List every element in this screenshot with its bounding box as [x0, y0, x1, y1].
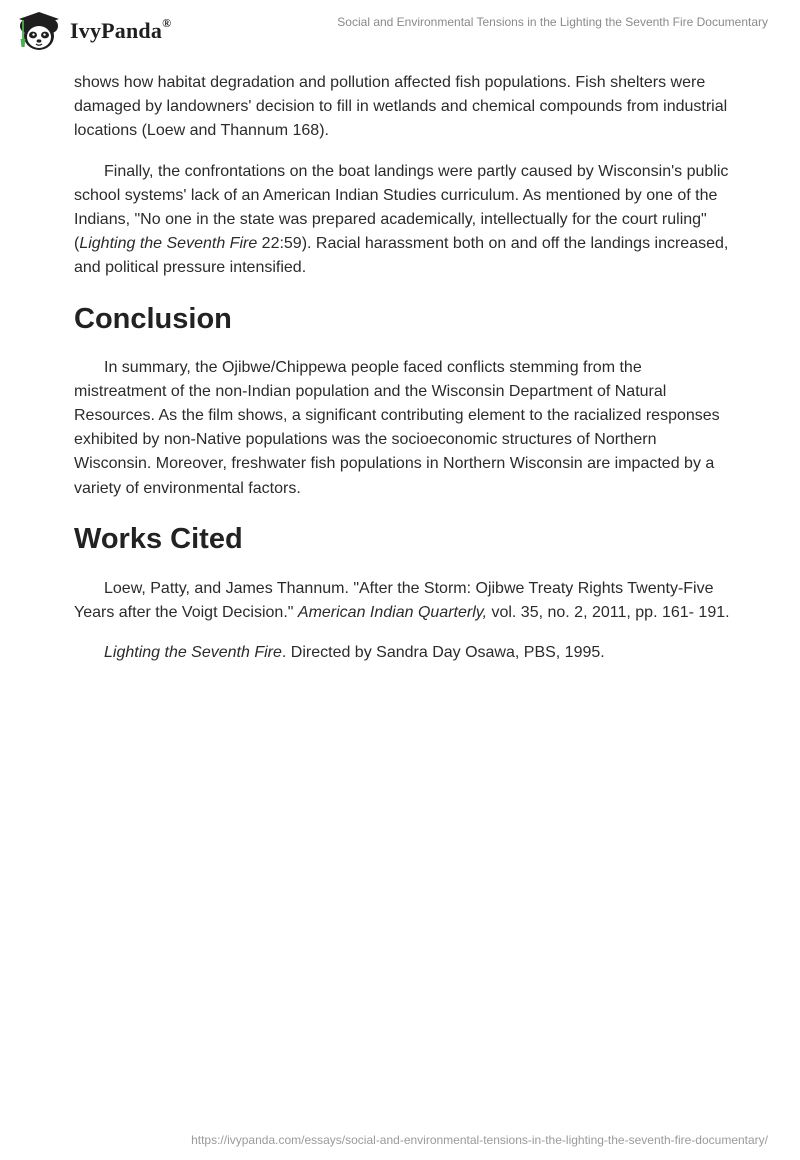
document-body — [74, 71, 734, 665]
conclusion-paragraph: In summary, the Ojibwe/Chippewa people faced conflicts stemming from the mistreatment of the non-Indian population and the Wisconsin Department of Natural Resources. As the film shows, a significant contributing element to the racialized responses exhibited by non-Native populations was the socioeconomic structures of Northern Wisconsin. Moreover, freshwater fish populations in Northern Wisconsin are impacted by a variety of environmental factors. — [74, 358, 720, 497]
film-title-italic: Lighting the Seventh Fire — [104, 644, 282, 662]
brand-name: IvyPanda® — [70, 16, 172, 43]
panda-graduate-icon — [14, 9, 64, 53]
brand-logo[interactable] — [14, 8, 171, 54]
film-title-italic: Lighting the Seventh Fire — [79, 235, 258, 253]
document-title: Social and Environmental Tensions in the Lighting the Seventh Fire Documentary — [337, 15, 768, 29]
source-url-link[interactable]: https://ivypanda.com/essays/social-and-environmental-tensions-in-the-lighting-the-seventh-fire-documentary/ — [191, 1133, 768, 1147]
citation-film: Lighting the Seventh Fire. Directed by Sandra Day Osawa, PBS, 1995. — [104, 644, 605, 662]
paragraph-continuation: shows how habitat degradation and pollution affected fish populations. Fish shelters were damaged by landowners' decision to fill in wetlands and chemical compounds from industrial locations (Loew and Thannum 168). — [74, 74, 728, 140]
journal-title-italic: American Indian Quarterly, — [297, 604, 488, 622]
conclusion-heading: Conclusion — [74, 302, 232, 335]
works-cited-heading: Works Cited — [74, 522, 243, 555]
paragraph-boat-landings: Finally, the confrontations on the boat landings were partly caused by Wisconsin's public school systems' lack of an American Indian Studies curriculum. As mentioned by one of the Indians, "No one in the state was prepared academically, intellectually for the court ruling" (Lighting the Seventh Fire 22:59). Racial harassment both on and off the landings increased, and political pressure intensified. — [74, 162, 729, 277]
citation-loew-thannum: Loew, Patty, and James Thannum. "After the Storm: Ojibwe Treaty Rights Twenty-Five Years after the Voigt Decision." American Indian Quarterly, vol. 35, no. 2, 2011, pp. 161- 191. — [74, 579, 730, 622]
